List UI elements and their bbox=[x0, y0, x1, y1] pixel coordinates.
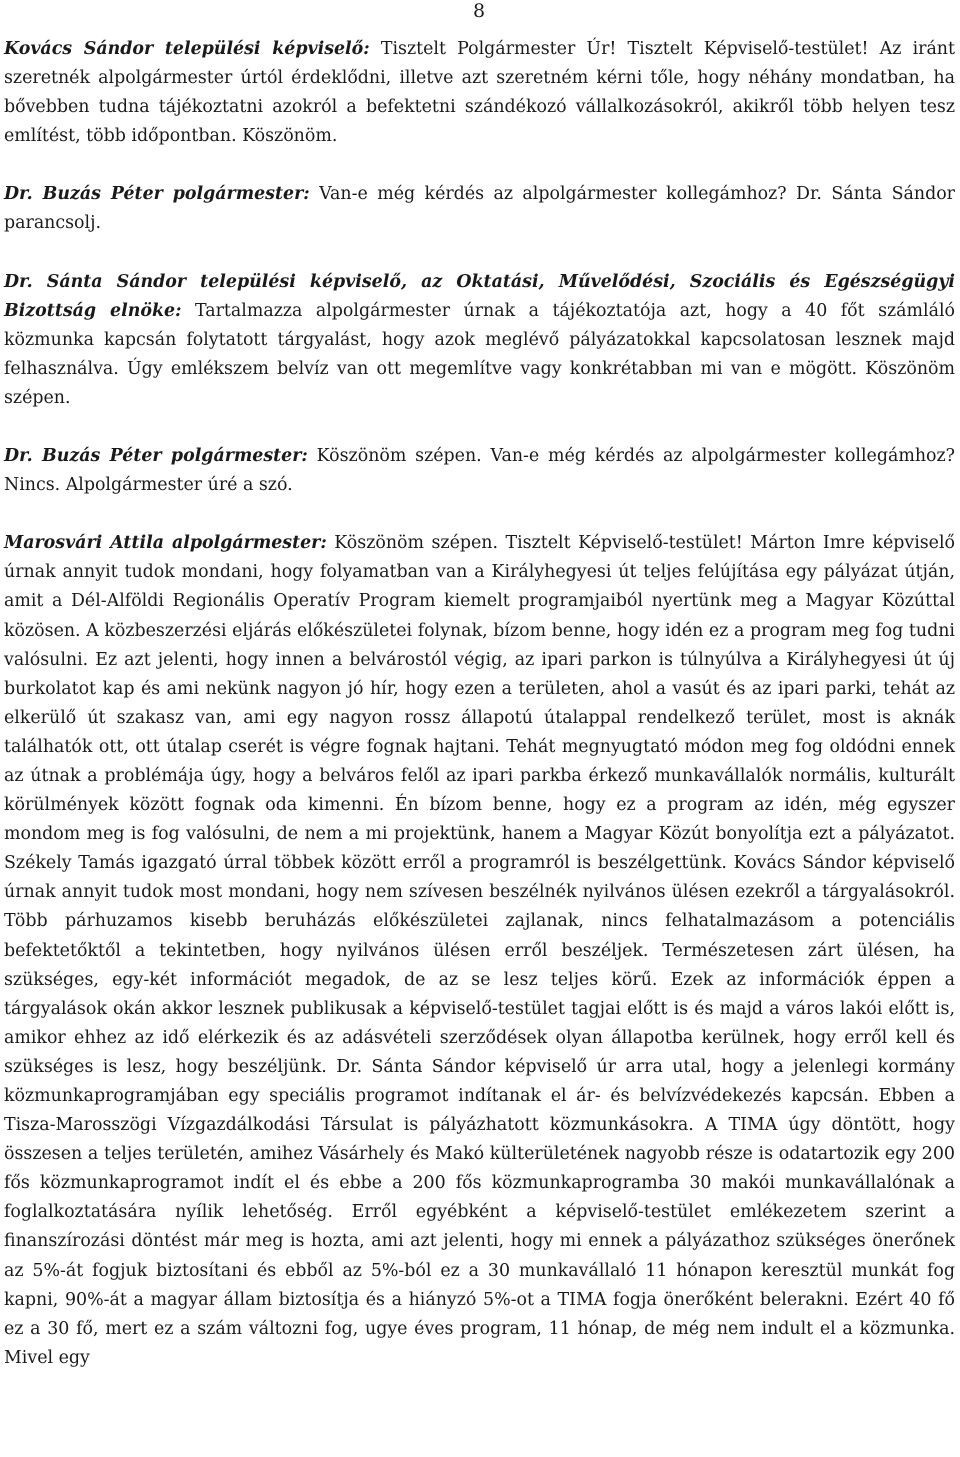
speaker-name: Marosvári Attila alpolgármester: bbox=[4, 533, 327, 554]
paragraph bbox=[4, 180, 955, 238]
speaker-name: Dr. Buzás Péter polgármester: bbox=[4, 184, 310, 205]
paragraph bbox=[4, 529, 955, 1373]
paragraph-text: Van-e még kérdés az alpolgármester kollegámhoz? Dr. Sánta Sándor parancsolj. bbox=[4, 184, 955, 234]
speaker-name: Dr. Sánta Sándor települési képviselő, az Oktatási, Művelődési, Szociális és Egészségügyi Bizottság elnöke: bbox=[4, 271, 955, 321]
page-number: 8 bbox=[473, 0, 486, 22]
paragraph-text: Tisztelt Polgármester Úr! Tisztelt Képviselő-testület! Az iránt szeretnék alpolgármester úrtól érdeklődni, illetve azt szeretném kérni tőle, hogy néhány mondatban, ha bővebben tudna tájékoztatni azokról a befektetni szándékozó vállalkozásokról, akikről több helyen tesz említést, több időpontban. Köszönöm. bbox=[4, 39, 955, 147]
paragraph bbox=[4, 35, 955, 151]
speaker-name: Dr. Buzás Péter polgármester: bbox=[4, 446, 308, 467]
paragraph-text: Köszönöm szépen. Tisztelt Képviselő-testület! Márton Imre képviselő úrnak annyit tudok mondani, hogy folyamatban van a Királyhegyesi út teljes felújítása egy pályázat útján, amit a Dél-Alföldi Regionális Operatív Program kiemelt programjaiból nyertünk meg a Magyar Közúttal közösen. A közbeszerzési eljárás előkészületei folynak, bízom benne, hogy idén ez a program meg fog tudni valósulni. Ez azt jelenti, hogy innen a belvárostól végig, az ipari parkon is túlnyúlva a Királyhegyesi út új burkolatot kap és ami nekünk nagyon jó hír, hogy ezen a területen, ahol a vasút és az ipari parki, tehát az elkerülő út szakasz van, ami egy nagyon rossz állapotú útalappal rendelkező terület, most is aknák találhatók ott, ott útalap cserét is végre fognak hajtani. Tehát megnyugtató módon meg fog oldódni ennek az útnak a problémája úgy, hogy a belváros felől az ipari parkba érkező munkavállalók normális, kulturált körülmények között fognak oda kimenni. Én bízom benne, hogy ez a program az idén, még egyszer mondom meg is fog valósulni, de nem a mi projektünk, hanem a Magyar Közút bonyolítja ezt a pályázatot. Székely Tamás igazgató úrral többek között erről a programról is beszélgettünk. Kovács Sándor képviselő úrnak annyit tudok most mondani, hogy nem szívesen beszélnék nyilvános ülésen ezekről a tárgyalásokról. Több párhuzamos kisebb beruházás előkészületei zajlanak, nincs felhatalmazásom a potenciális befektetőktől a tekintetben, hogy nyilvános ülésen erről beszéljek. Természetesen zárt ülésen, ha szükséges, egy-két információt megadok, de az se lesz teljes körű. Ezek az információk éppen a tárgyalások okán akkor lesznek publikusak a képviselő-testület tagjai előtt is és majd a város lakói előtt is, amikor ehhez az idő elérkezik és az adásvételi szerződések olyan állapotba kerülnek, hogy erről kell és szükséges is lesz, hogy beszéljünk. Dr. Sánta Sándor képviselő úr arra utal, hogy a jelenlegi kormány közmunkaprogramjában egy speciális programot indítanak el ár- és belvízvédekezés kapcsán. Ebben a Tisza-Marosszögi Vízgazdálkodási Társulat is pályázhatott közmunkásokra. A TIMA úgy döntött, hogy összesen a teljes területén, amihez Vásárhely és Makó külterületének nagyobb része is odatartozik egy 200 fős közmunkaprogramot indít el és ebbe a 200 fős közmunkaprogramba 30 makói munkavállalónak a foglalkoztatására nyílik lehetőség. Erről egyébként a képviselő-testület emlékezetem szerint a finanszírozási döntést már meg is hozta, ami azt jelenti, hogy mi ennek a pályázathoz szükséges önerőnek az 5%-át fogjuk biztosítani és ebből az 5%-ból ez a 30 munkavállaló 11 hónapon keresztül munkát fog kapni, 90%-át a magyar állam biztosítja és a hiányzó 5%-ot a TIMA fogja önerőként belerakni. Ezért 40 fő ez a 30 fő, mert ez a szám változni fog, ugye éves program, 11 hónap, de még nem indult el a közmunka. Mivel egy bbox=[4, 533, 955, 1368]
document-body bbox=[4, 35, 955, 1373]
paragraph-text: Köszönöm szépen. Van-e még kérdés az alpolgármester kollegámhoz? Nincs. Alpolgármester úré a szó. bbox=[4, 446, 955, 496]
paragraph bbox=[4, 268, 955, 413]
paragraph bbox=[4, 442, 955, 500]
speaker-name: Kovács Sándor települési képviselő: bbox=[4, 39, 370, 59]
paragraph-text: Tartalmazza alpolgármester úrnak a tájékoztatója azt, hogy a 40 főt számláló közmunka kapcsán folytatott tárgyalást, hogy azok meglévő pályázatokkal kapcsolatosan lesznek majd felhasználva. Úgy emlékszem belvíz van ott megemlítve vagy konkrétabban mi van e mögött. Köszönöm szépen. bbox=[4, 300, 955, 408]
